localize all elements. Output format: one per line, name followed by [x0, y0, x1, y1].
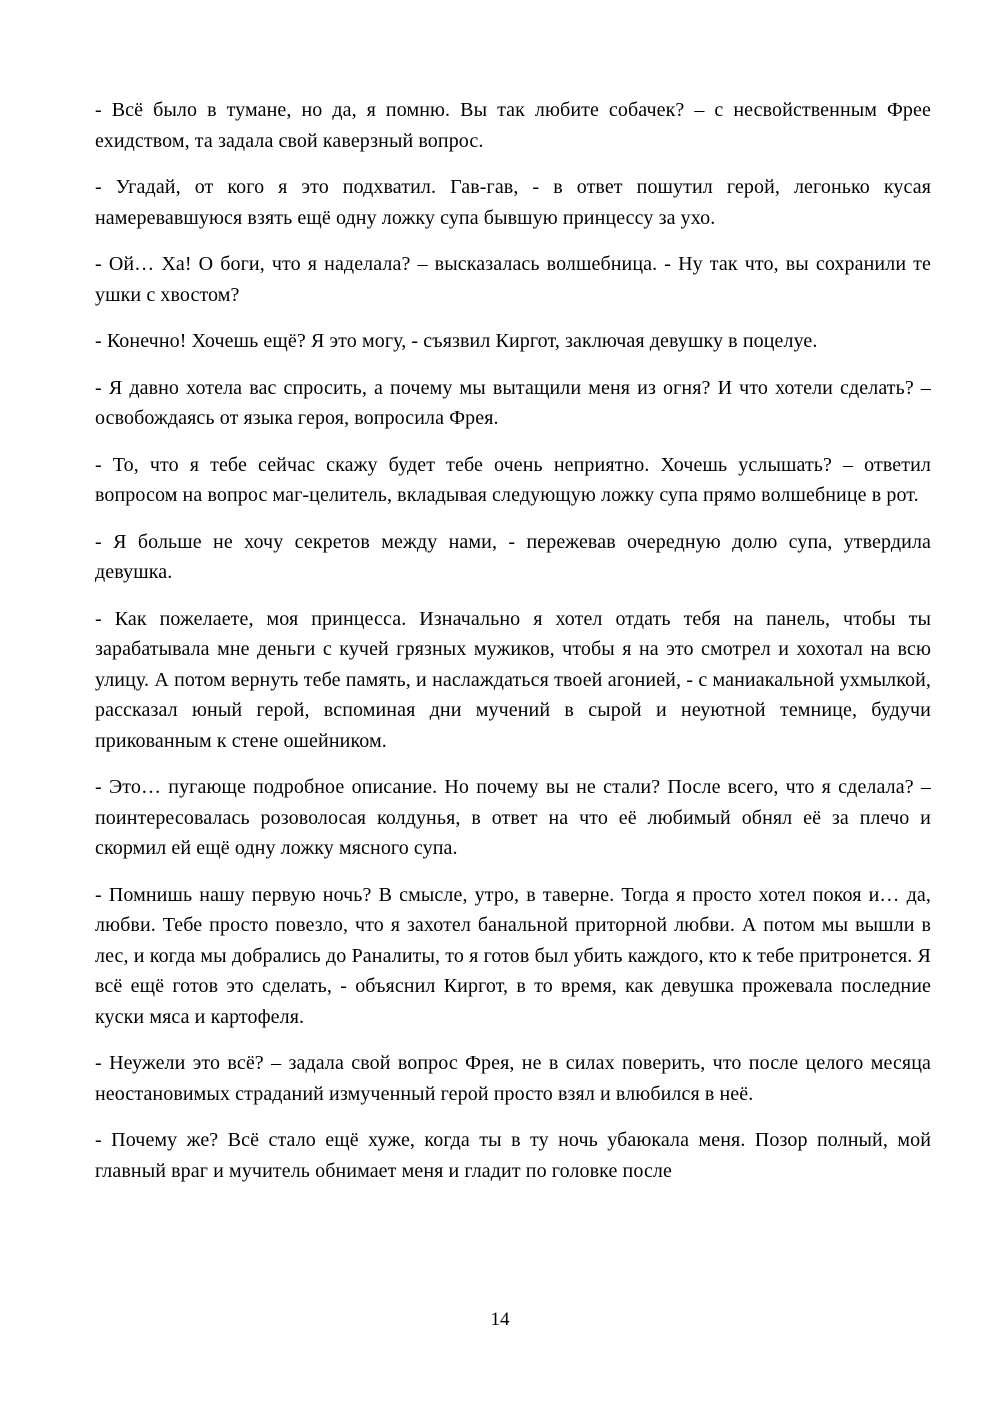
paragraph: - Конечно! Хочешь ещё? Я это могу, - съязвил Киргот, заключая девушку в поцелуе. — [95, 330, 818, 352]
paragraph: - Ой… Ха! О боги, что я наделала? – высказалась волшебница. - Ну так что, вы сохранили те ушки с хвостом? — [95, 253, 931, 306]
paragraph: - То, что я тебе сейчас скажу будет тебе очень неприятно. Хочешь услышать? – ответил вопросом на вопрос маг-целитель, вкладывая следующую ложку супа прямо волшебнице в рот. — [95, 453, 931, 506]
paragraph: - Почему же? Всё стало ещё хуже, когда ты в ту ночь убаюкала меня. Позор полный, мой главный враг и мучитель обнимает меня и гладит по головке после — [95, 1129, 931, 1182]
paragraph: - Это… пугающе подробное описание. Но почему вы не стали? После всего, что я сделала? – поинтересовалась розоволосая колдунья, в ответ на что её любимый обнял её за плечо и скормил ей ещё одну ложку мясного супа. — [95, 776, 931, 859]
paragraph: - Я больше не хочу секретов между нами, - пережевав очередную долю супа, утвердила девушка. — [95, 530, 931, 583]
page-number: 14 — [490, 1309, 510, 1330]
paragraph: - Угадай, от кого я это подхватил. Гав-гав, - в ответ пошутил герой, легонько кусая намеревавшуюся взять ещё одну ложку супа бывшую принцессу за ухо. — [95, 176, 931, 229]
paragraph: - Всё было в тумане, но да, я помню. Вы так любите собачек? – с несвойственным Фрее ехидством, та задала свой каверзный вопрос. — [95, 99, 931, 152]
paragraph: - Я давно хотела вас спросить, а почему мы вытащили меня из огня? И что хотели сделать? – освобождаясь от языка героя, вопросила Фрея. — [95, 376, 931, 429]
page-footer — [0, 1308, 1000, 1332]
paragraph: - Неужели это всё? – задала свой вопрос Фрея, не в силах поверить, что после целого месяца неостановимых страданий измученный герой просто взял и влюбился в неё. — [95, 1052, 931, 1105]
page-text-block — [95, 95, 931, 1202]
paragraph: - Как пожелаете, моя принцесса. Изначально я хотел отдать тебя на панель, чтобы ты зарабатывала мне деньги с кучей грязных мужиков, чтобы я на это смотрел и хохотал на всю улицу. А потом вернуть тебе память, и наслаждаться твоей агонией, - с маниакальной ухмылкой, рассказал юный герой, вспоминая дни мучений в сырой и неуютной темнице, будучи прикованным к стене ошейником. — [95, 607, 931, 752]
paragraph: - Помнишь нашу первую ночь? В смысле, утро, в таверне. Тогда я просто хотел покоя и… да, любви. Тебе просто повезло, что я захотел банальной приторной любви. А потом мы вышли в лес, и когда мы добрались до Раналиты, то я готов был убить каждого, кто к тебе притронется. Я всё ещё готов это сделать, - объяснил Киргот, в то время, как девушка прожевала последние куски мяса и картофеля. — [95, 883, 931, 1028]
